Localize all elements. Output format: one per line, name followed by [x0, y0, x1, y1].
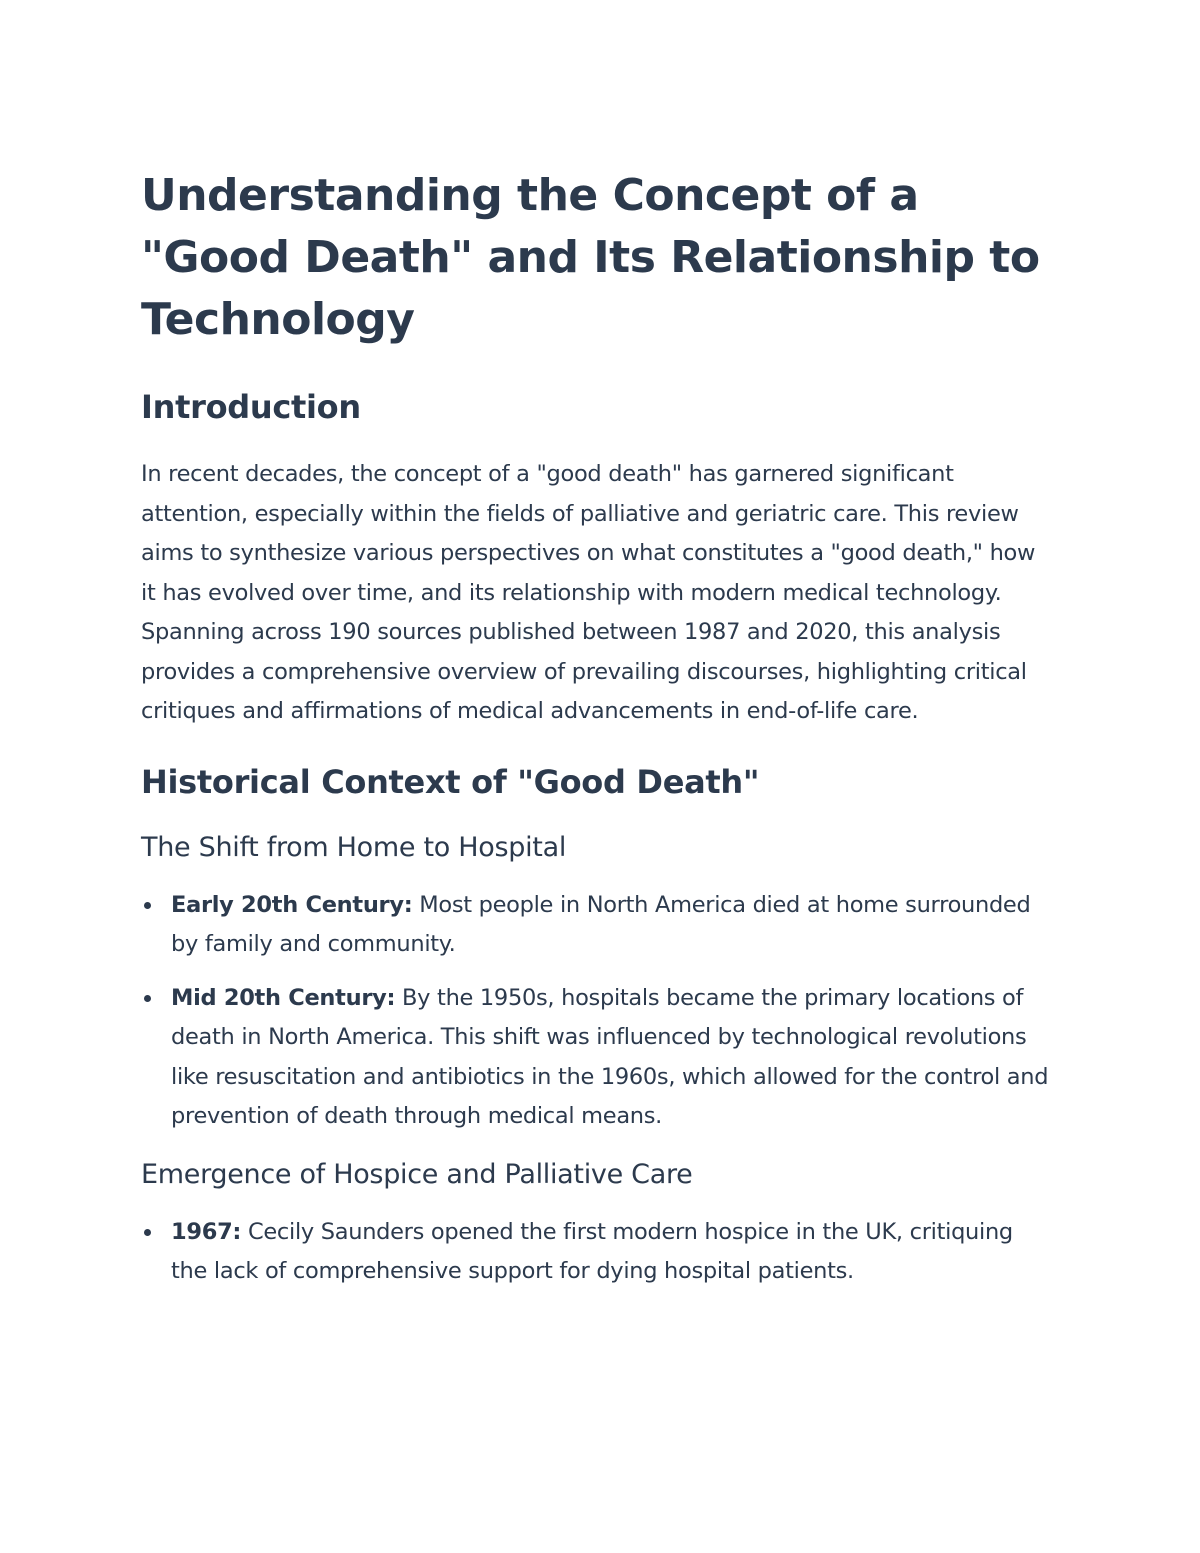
hospice-list — [141, 1213, 1050, 1292]
introduction-heading: Introduction — [141, 388, 361, 426]
list-item-label: 1967: — [171, 1218, 242, 1245]
document-title: Understanding the Concept of a "Good Death" and Its Relationship to Technology — [141, 170, 1040, 345]
list-item-text: Cecily Saunders opened the first modern hospice in the UK, critiquing the lack of comprehensive support for dying hospital patients. — [171, 1218, 1013, 1284]
shift-section-heading: The Shift from Home to Hospital — [141, 831, 567, 863]
hospice-section-heading: Emergence of Hospice and Palliative Care — [141, 1158, 693, 1190]
bullet-icon — [144, 995, 151, 1002]
list-item — [141, 886, 1050, 965]
bullet-icon — [144, 902, 151, 909]
list-item-label: Mid 20th Century: — [171, 984, 396, 1011]
list-item-text: Most people in North America died at home surrounded by family and community. — [171, 891, 1031, 957]
list-item — [141, 1213, 1050, 1292]
list-item — [141, 979, 1050, 1137]
list-item-label: Early 20th Century: — [171, 891, 413, 918]
shift-list — [141, 886, 1050, 1137]
bullet-icon — [144, 1229, 151, 1236]
historical-context-heading: Historical Context of "Good Death" — [141, 762, 760, 801]
list-item-text: By the 1950s, hospitals became the primary locations of death in North America. This shift was influenced by technological revolutions like resuscitation and antibiotics in the 1960s, which allowed for the control and prevention of death through medical means. — [171, 984, 1049, 1129]
introduction-paragraph: In recent decades, the concept of a "good death" has garnered significant attention, especially within the fields of palliative and geriatric care. This review aims to synthesize various perspectives on what constitutes a "good death," how it has evolved over time, and its relationship with modern medical technology. Spanning across 190 sources published between 1987 and 2020, this analysis provides a comprehensive overview of prevailing discourses, highlighting critical critiques and affirmations of medical advancements in end-of-life care. — [141, 461, 1036, 724]
